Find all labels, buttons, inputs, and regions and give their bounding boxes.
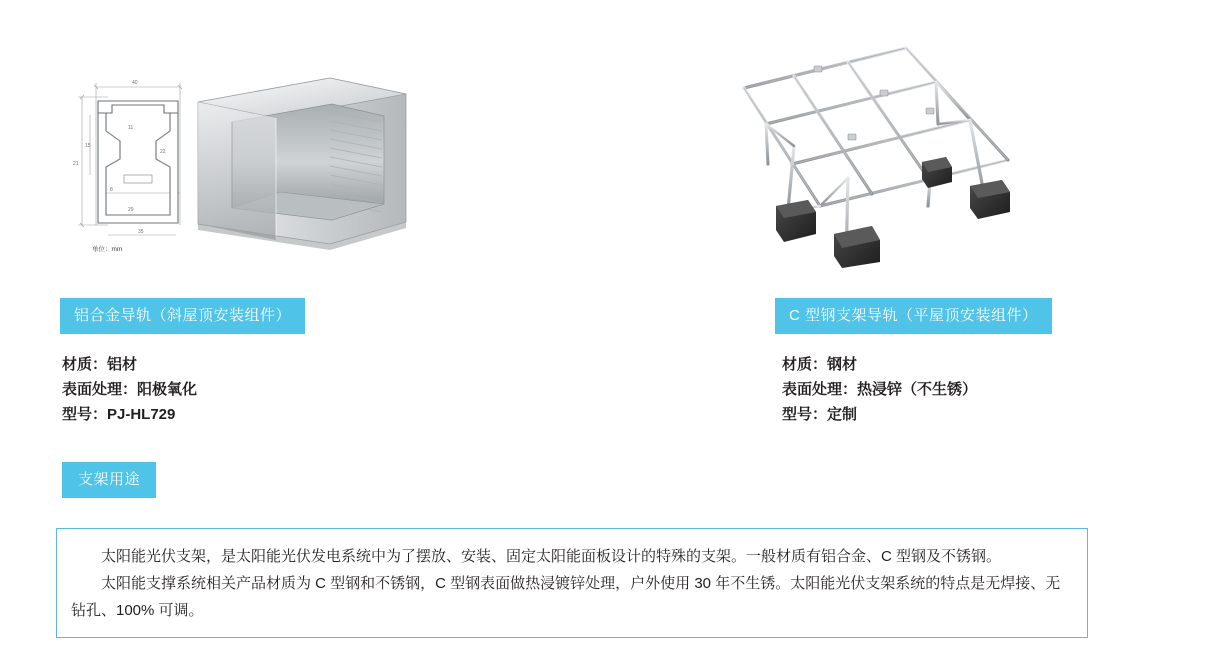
- drawing-unit-label: 单位：mm: [92, 246, 123, 253]
- svg-text:11: 11: [128, 125, 134, 131]
- product-block-aluminium-rail: [60, 0, 480, 423]
- usage-paragraph-2: 太阳能支撑系统相关产品材质为 C 型钢和不锈钢，C 型钢表面做热浸镀锌处理，户外使用 30 年不生锈。太阳能光伏支架系统的特点是无焊接、无钻孔、100% 可调。: [71, 575, 1061, 619]
- spec-material: 材质：铝材: [62, 356, 138, 373]
- aluminium-extrusion-photo: [180, 72, 430, 262]
- svg-text:40: 40: [132, 80, 138, 86]
- svg-text:22: 22: [160, 149, 166, 155]
- svg-text:29: 29: [128, 207, 134, 213]
- svg-text:35: 35: [138, 229, 144, 235]
- product-title-row-aluminium: [60, 298, 305, 334]
- product-image-aluminium-rail: [60, 0, 480, 290]
- spec-surface-treatment: 表面处理：阳极氧化: [62, 381, 198, 398]
- product-title-c-steel-rail: C 型钢支架导轨（平屋顶安装组件）: [775, 298, 1052, 334]
- ground-mount-structure-photo: [730, 38, 1060, 268]
- spec-material: 材质：钢材: [782, 356, 858, 373]
- product-title-row-c-steel: [775, 298, 1052, 334]
- product-block-c-steel-rail: [730, 0, 1150, 423]
- spec-model: 型号：PJ-HL729: [62, 406, 176, 423]
- product-title-aluminium-rail: 铝合金导轨（斜屋顶安装组件）: [60, 298, 305, 334]
- svg-text:8: 8: [110, 187, 113, 193]
- spec-surface-treatment: 表面处理：热浸锌（不生锈）: [782, 381, 978, 398]
- product-specs-aluminium-rail: [62, 352, 197, 427]
- usage-section-header: [62, 462, 156, 498]
- svg-text:15: 15: [85, 143, 91, 149]
- product-specs-c-steel-rail: [782, 352, 977, 427]
- svg-text:21: 21: [73, 161, 79, 167]
- usage-paragraph-1: 太阳能光伏支架，是太阳能光伏发电系统中为了摆放、安装、固定太阳能面板设计的特殊的支架。一般材质有铝合金、C 型钢及不锈钢。: [101, 548, 1002, 565]
- usage-pill-label: 支架用途: [62, 462, 156, 498]
- spec-model: 型号：定制: [782, 406, 858, 423]
- usage-description-box: [56, 528, 1088, 638]
- rail-cross-section-drawing-icon: [68, 75, 198, 260]
- product-image-c-steel-rail: [730, 0, 1150, 290]
